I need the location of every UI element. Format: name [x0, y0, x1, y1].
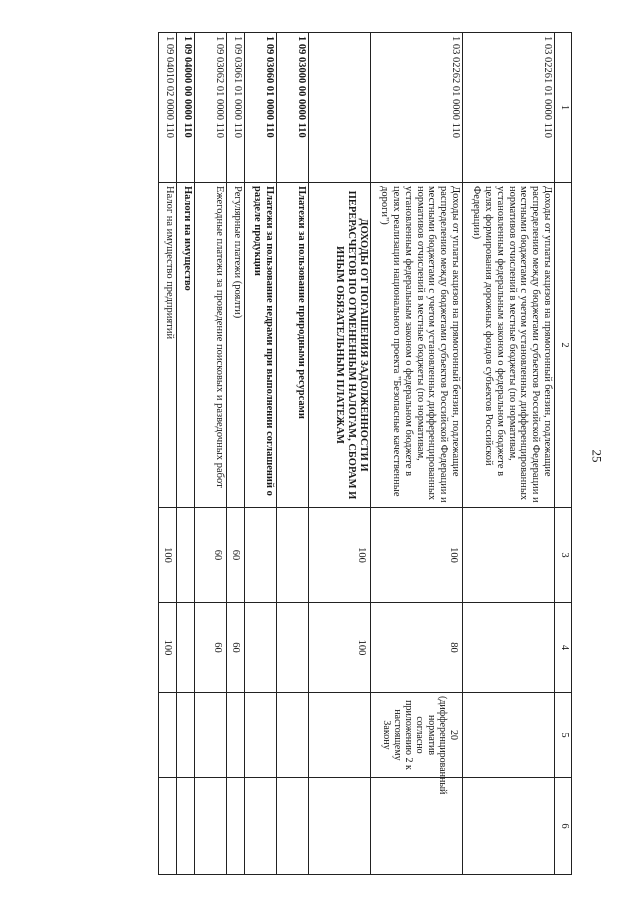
header-col-4: 4 [555, 603, 572, 693]
header-col-6: 6 [555, 778, 572, 875]
name-cell: Налоги на имущество [177, 183, 195, 508]
name-cell: Регулярные платежи (роялти) [227, 183, 245, 508]
col4-cell [177, 603, 195, 693]
col4-cell: 60 [195, 603, 227, 693]
col5-cell [245, 693, 277, 778]
table-row [309, 33, 371, 875]
table-row [371, 33, 463, 875]
col3-cell: 60 [227, 508, 245, 603]
header-col-1: 1 [555, 33, 572, 183]
header-col-3: 3 [555, 508, 572, 603]
col4-cell: 100 [159, 603, 177, 693]
code-cell: 1 09 03060 01 0000 110 [245, 33, 277, 183]
name-cell: Доходы от уплаты акцизов на прямогонный бензин, подлежащие распределению между бюджетами субъектов Российской Федерации и местными бюджетами с учетом установленных дифференцированных нормативов отчислений в местные бюджеты (по нормативам, установленным федеральным законом о федеральном бюджете в целях формирования дорожных фондов субъектов Российской Федерации) [463, 183, 555, 508]
col5-cell [227, 693, 245, 778]
table-row [463, 33, 555, 875]
header-col-5: 5 [555, 693, 572, 778]
name-cell: Доходы от уплаты акцизов на прямогонный бензин, подлежащие распределению между бюджетами субъектов Российской Федерации и местными бюджетами с учетом установленных дифференцированных нормативов отчислений в местные бюджеты (по нормативам, установленным федеральным законом о федеральном бюджете в целях реализации национального проекта "Безопасные качественные дороги") [371, 183, 463, 508]
col3-cell: 100 [309, 508, 371, 603]
col6-cell [463, 778, 555, 875]
code-cell: 1 03 02261 01 0000 110 [463, 33, 555, 183]
code-cell: 1 09 03061 01 0000 110 [227, 33, 245, 183]
header-col-2: 2 [555, 183, 572, 508]
col3-cell [245, 508, 277, 603]
code-cell [309, 33, 371, 183]
table-row [195, 33, 227, 875]
table-row [177, 33, 195, 875]
col3-cell [277, 508, 309, 603]
revenue-table [158, 32, 572, 875]
col5-cell [463, 693, 555, 778]
table-row [277, 33, 309, 875]
name-cell: Платежи за пользование недрами при выполнении соглашений о разделе продукции [245, 183, 277, 508]
name-cell: Налог на имущество предприятий [159, 183, 177, 508]
col4-cell: 60 [227, 603, 245, 693]
col5-cell [309, 693, 371, 778]
col3-cell [463, 508, 555, 603]
col5-cell: 20 (дифференцированный норматив согласно приложению 2 к настоящему Закону [371, 693, 463, 778]
code-cell: 1 03 02262 01 0000 110 [371, 33, 463, 183]
code-cell: 1 09 04000 00 0000 110 [177, 33, 195, 183]
col6-cell [227, 778, 245, 875]
col6-cell [309, 778, 371, 875]
table-row [227, 33, 245, 875]
code-cell: 1 09 03062 01 0000 110 [195, 33, 227, 183]
col4-cell [463, 603, 555, 693]
col5-cell [159, 693, 177, 778]
name-cell: ДОХОДЫ ОТ ПОГАШЕНИЯ ЗАДОЛЖЕННОСТИ И ПЕРЕРАСЧЕТОВ ПО ОТМЕНЕННЫМ НАЛОГАМ, СБОРАМ И ИНЫМ ОБЯЗАТЕЛЬНЫМ ПЛАТЕЖАМ [309, 183, 371, 508]
col6-cell [159, 778, 177, 875]
col4-cell [245, 603, 277, 693]
col6-cell [195, 778, 227, 875]
col6-cell [277, 778, 309, 875]
col6-cell [245, 778, 277, 875]
code-cell: 1 09 04010 02 0000 110 [159, 33, 177, 183]
col3-cell: 100 [159, 508, 177, 603]
name-cell: Ежегодные платежи за проведение поисковых и разведочных работ [195, 183, 227, 508]
name-cell: Платежи за пользование природными ресурсами [277, 183, 309, 508]
col3-cell: 60 [195, 508, 227, 603]
header-row [555, 33, 572, 875]
col4-cell: 80 [371, 603, 463, 693]
col4-cell: 100 [309, 603, 371, 693]
table-row [159, 33, 177, 875]
col3-cell: 100 [371, 508, 463, 603]
page-number: 25 [589, 449, 605, 463]
col5-cell [195, 693, 227, 778]
col6-cell [177, 778, 195, 875]
col6-cell [371, 778, 463, 875]
col5-cell [277, 693, 309, 778]
col3-cell [177, 508, 195, 603]
table-row [245, 33, 277, 875]
code-cell: 1 09 03000 00 0000 110 [277, 33, 309, 183]
col4-cell [277, 603, 309, 693]
col5-cell [177, 693, 195, 778]
